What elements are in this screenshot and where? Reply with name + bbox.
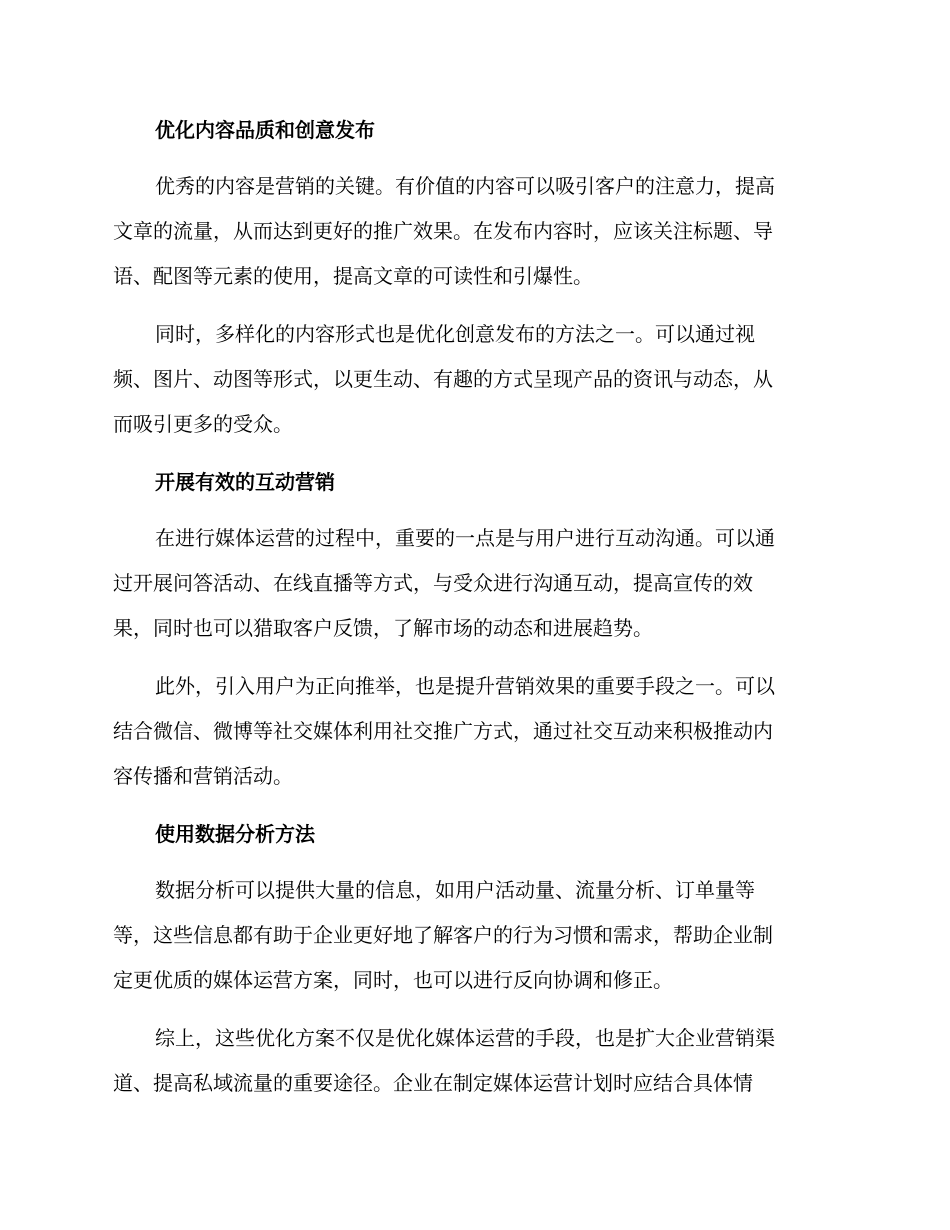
- paragraph-line: 综上，这些优化方案不仅是优化媒体运营的手段，也是扩大企业营销渠: [155, 1026, 775, 1050]
- paragraph-line: 频、图片、动图等形式，以更生动、有趣的方式呈现产品的资讯与动态，从: [113, 367, 773, 391]
- paragraph-line: 而吸引更多的受众。: [113, 412, 293, 436]
- paragraph-line: 过开展问答活动、在线直播等方式，与受众进行沟通互动，提高宣传的效: [113, 571, 753, 595]
- paragraph-line: 结合微信、微博等社交媒体利用社交推广方式，通过社交互动来积极推动内: [113, 719, 773, 743]
- paragraph: [113, 516, 833, 651]
- paragraph: [113, 164, 833, 299]
- paragraph-line: 同时，多样化的内容形式也是优化创意发布的方法之一。可以通过视: [155, 322, 755, 346]
- paragraph-line: 语、配图等元素的使用，提高文章的可读性和引爆性。: [113, 264, 593, 288]
- paragraph-line: 果，同时也可以猎取客户反馈，了解市场的动态和进展趋势。: [113, 616, 653, 640]
- section-heading: 使用数据分析方法: [155, 822, 315, 846]
- section-heading: 开展有效的互动营销: [155, 470, 335, 494]
- paragraph-line: 此外，引入用户为正向推举，也是提升营销效果的重要手段之一。可以: [155, 674, 775, 698]
- paragraph: [113, 1016, 833, 1106]
- paragraph-line: 道、提高私域流量的重要途径。企业在制定媒体运营计划时应结合具体情: [113, 1071, 753, 1095]
- paragraph-line: 容传播和营销活动。: [113, 764, 293, 788]
- paragraph-line: 文章的流量，从而达到更好的推广效果。在发布内容时，应该关注标题、导: [113, 219, 773, 243]
- paragraph-line: 优秀的内容是营销的关键。有价值的内容可以吸引客户的注意力，提高: [155, 174, 775, 198]
- paragraph-line: 在进行媒体运营的过程中，重要的一点是与用户进行互动沟通。可以通: [155, 526, 775, 550]
- paragraph-line: 定更优质的媒体运营方案，同时，也可以进行反向协调和修正。: [113, 968, 673, 992]
- paragraph: [113, 868, 833, 1003]
- paragraph: [113, 312, 833, 447]
- paragraph-line: 等，这些信息都有助于企业更好地了解客户的行为习惯和需求，帮助企业制: [113, 923, 773, 947]
- paragraph: [113, 664, 833, 799]
- document-page: [113, 108, 833, 1119]
- paragraph-line: 数据分析可以提供大量的信息，如用户活动量、流量分析、订单量等: [155, 878, 755, 902]
- section-heading: 优化内容品质和创意发布: [155, 118, 375, 142]
